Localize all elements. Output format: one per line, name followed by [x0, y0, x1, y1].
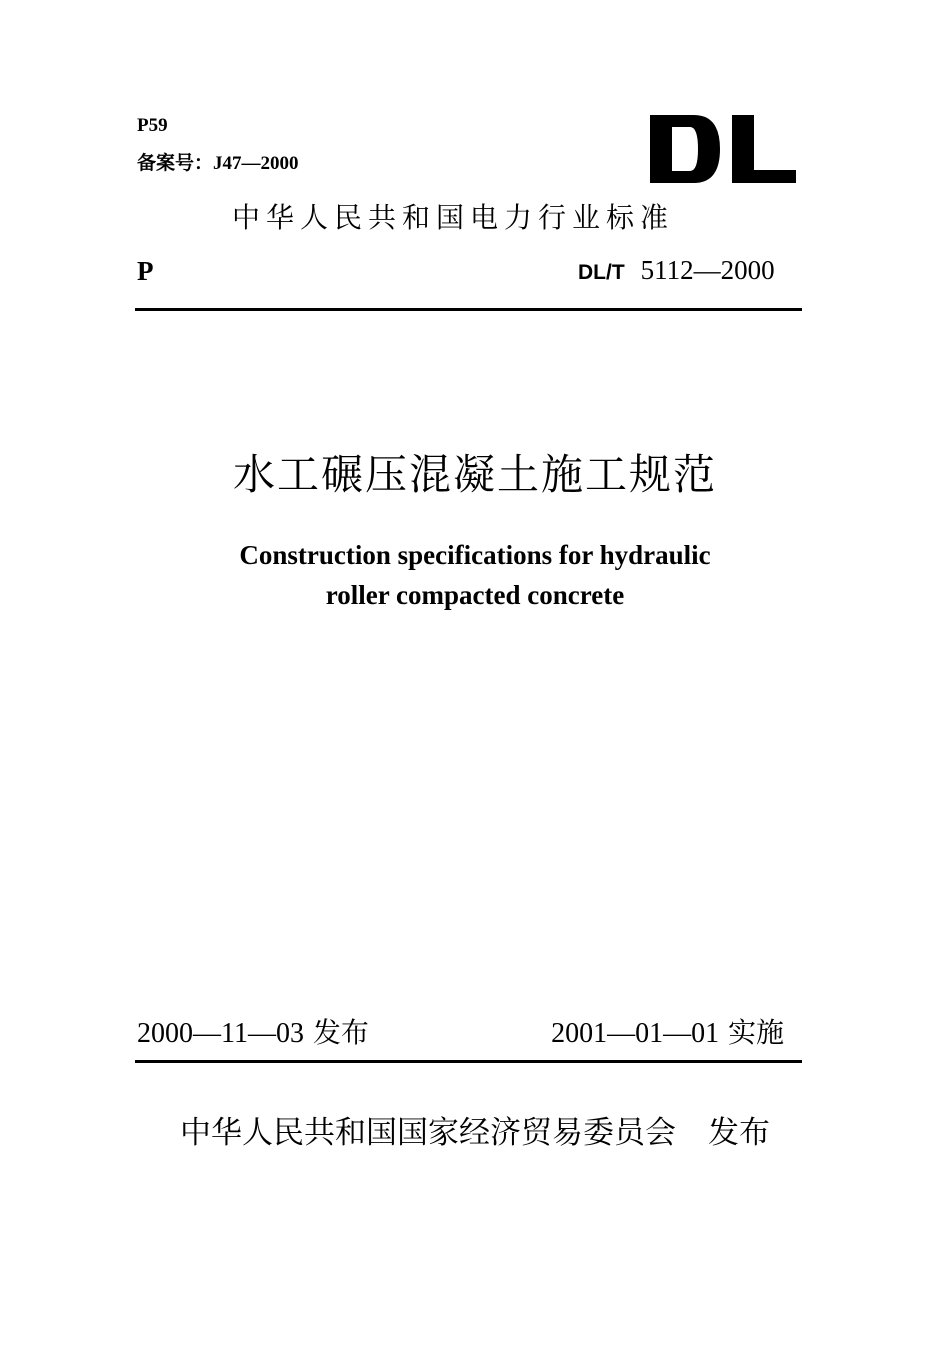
dl-logo	[650, 113, 796, 185]
issuer-name: 中华人民共和国国家经济贸易委员会	[180, 1115, 676, 1151]
issue-date	[137, 1011, 369, 1051]
standard-year: 5112—2000	[640, 255, 775, 285]
standard-code: DL/T	[578, 261, 625, 284]
header-divider	[135, 308, 802, 311]
effective-date	[551, 1011, 784, 1051]
standard-number	[578, 255, 775, 286]
issuer	[0, 1107, 950, 1152]
title-english-line-1: Construction specifications for hydraulic	[239, 540, 711, 570]
issuer-action: 发布	[708, 1115, 770, 1151]
category-letter: P	[137, 256, 154, 286]
effective-date-label: 实施	[727, 1016, 784, 1049]
effective-date-value: 2001—01—01	[551, 1018, 720, 1049]
title-english	[0, 535, 950, 615]
record-label: 备案号：	[137, 152, 214, 174]
issue-date-label: 发布	[312, 1016, 369, 1049]
title-chinese: 水工碾压混凝土施工规范	[232, 450, 717, 499]
industry-standard-title: 中华人民共和国电力行业标准	[232, 201, 675, 234]
record-number-value: J47—2000	[213, 153, 299, 174]
record-number	[137, 148, 299, 175]
classification-code: P59	[137, 115, 168, 136]
title-english-line-2: roller compacted concrete	[325, 580, 625, 610]
footer-divider	[135, 1060, 802, 1063]
issue-date-value: 2000—11—03	[137, 1018, 304, 1049]
